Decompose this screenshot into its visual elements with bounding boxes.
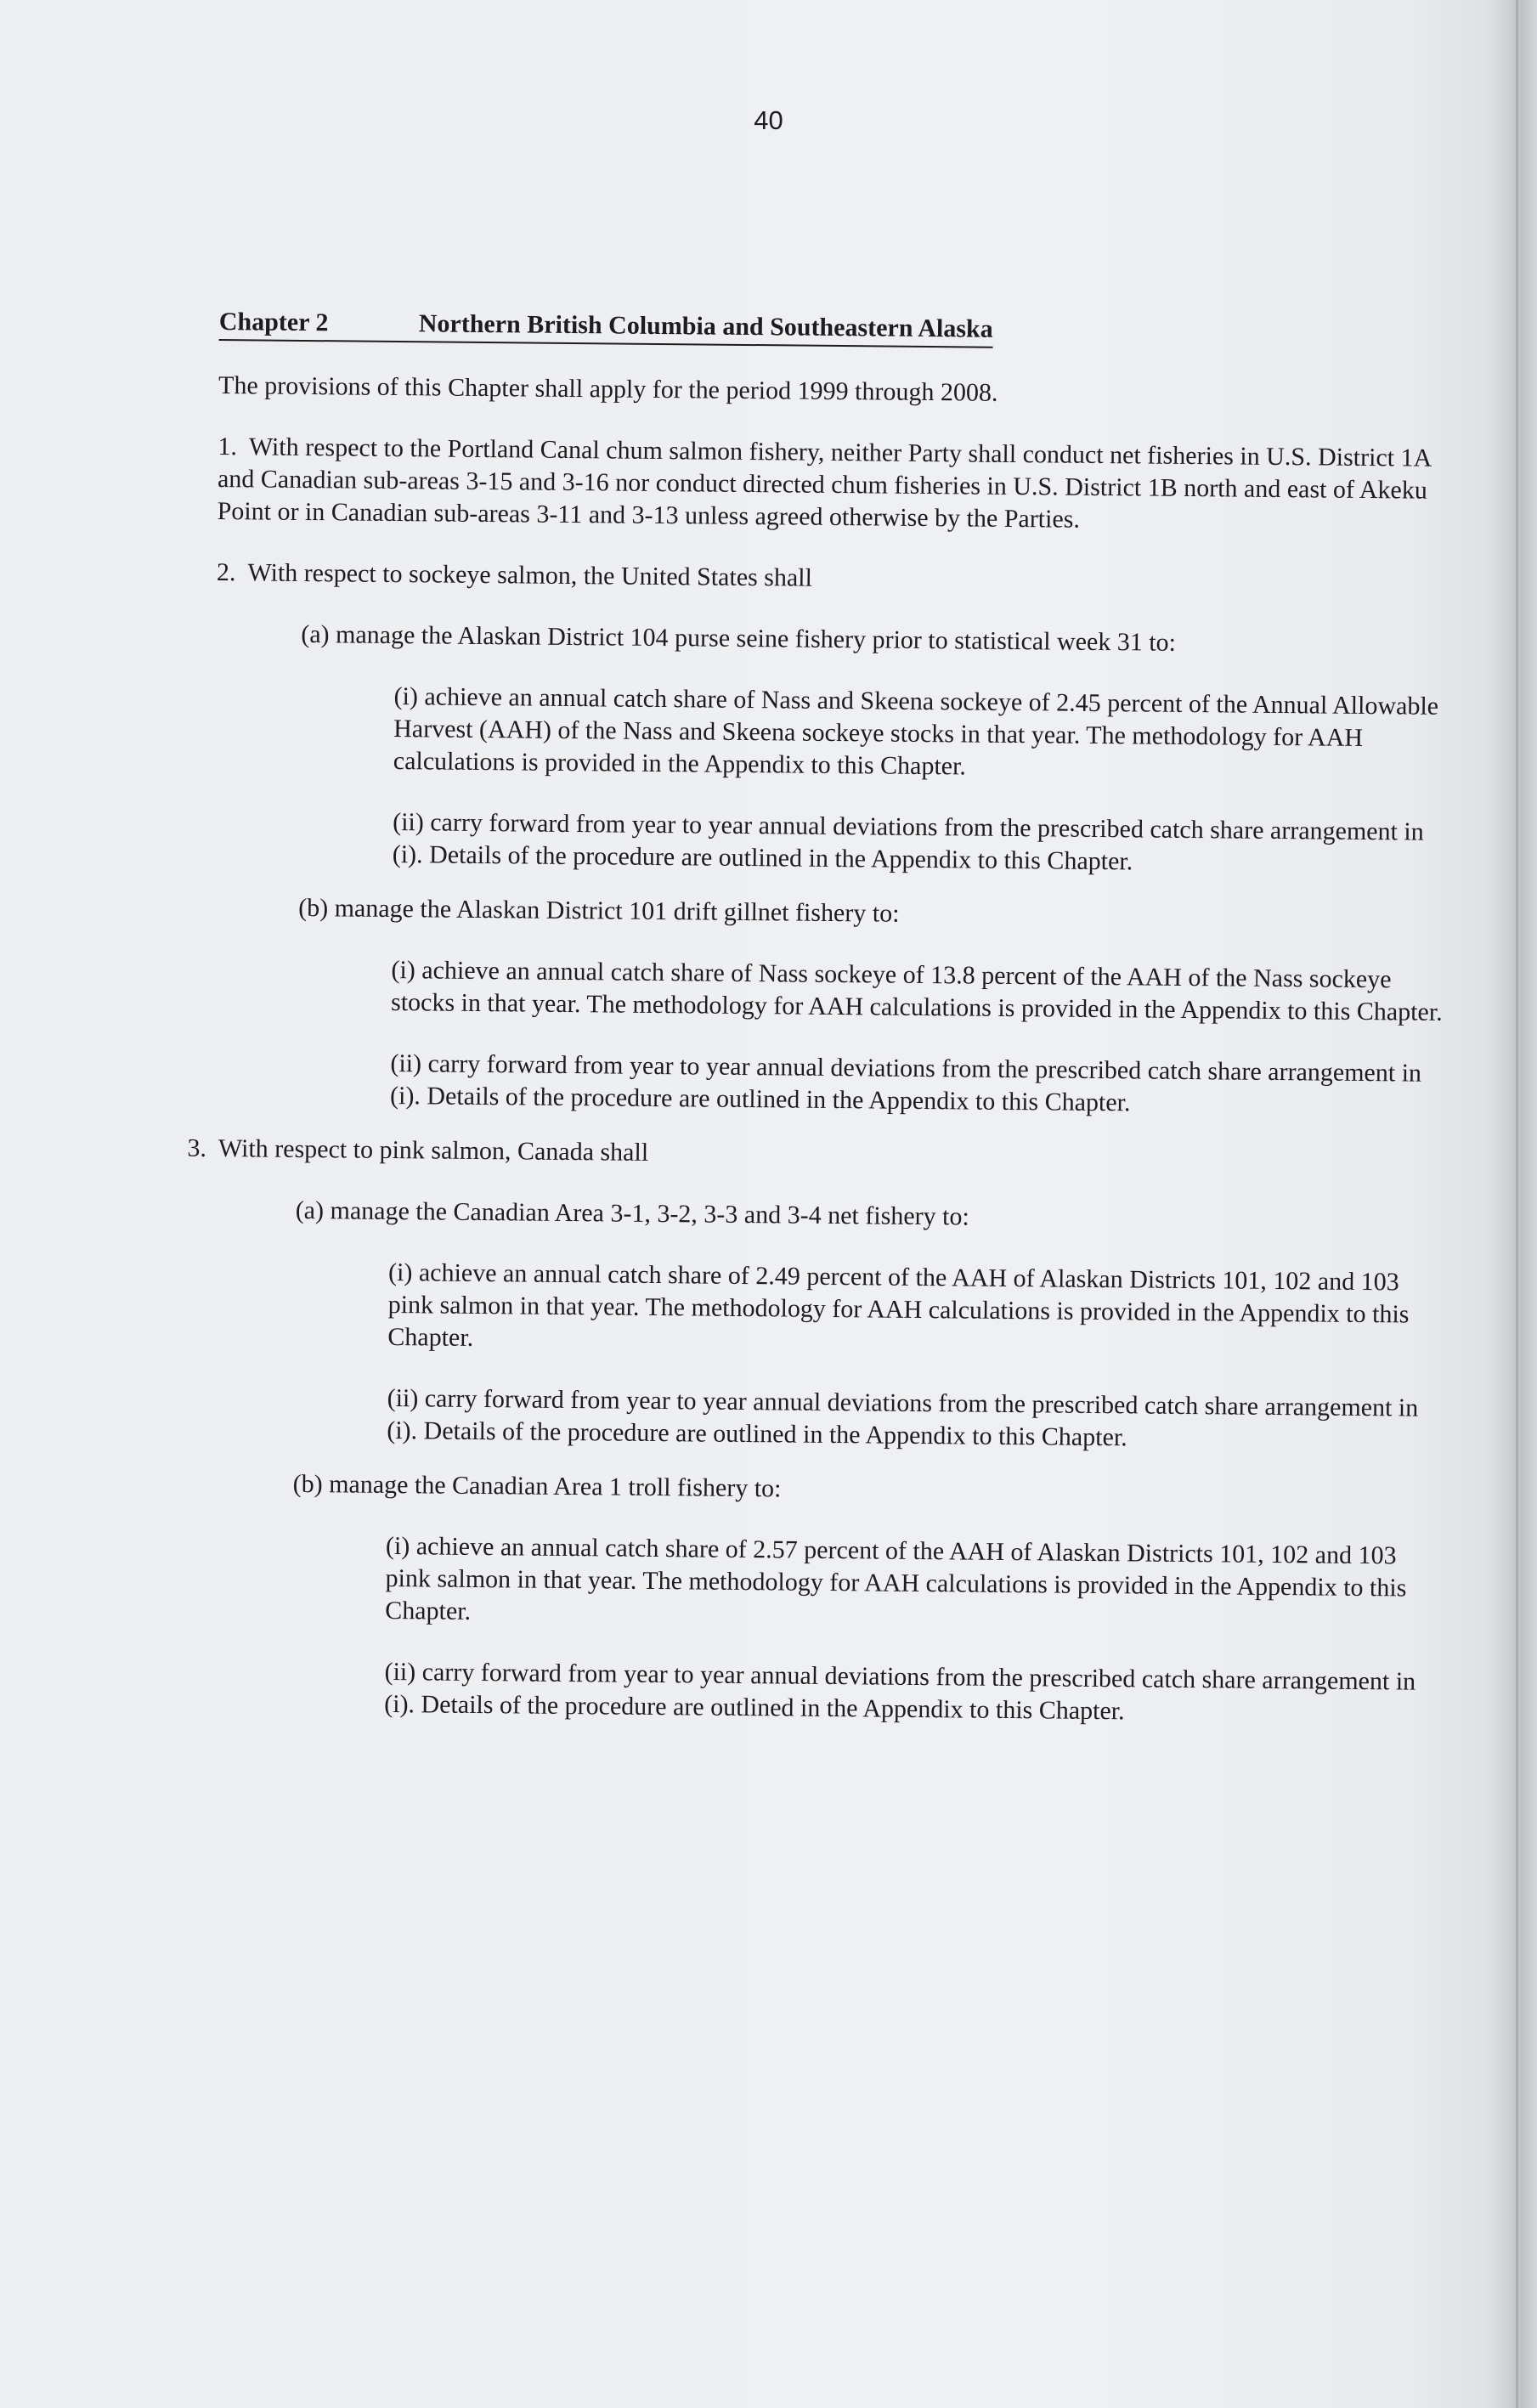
paragraph-3b-i: (i) achieve an annual catch share of 2.57 percent of the AAH of Alaskan Districts 101, 102 and 103 pink salmon in that year. The methodology for AAH calculations is provided in the Appendix to this Chapter. [385, 1531, 1407, 1625]
intro-paragraph: The provisions of this Chapter shall apply for the period 1999 through 2008. [218, 370, 998, 407]
paragraph-3a-i: (i) achieve an annual catch share of 2.49 percent of the AAH of Alaskan Districts 101, 102 and 103 pink salmon in that year. The methodology for AAH calculations is provided in the Appendix to this Chapter. [387, 1258, 1410, 1352]
paragraph-3 [187, 1133, 1451, 1177]
paragraph-3a: (a) manage the Canadian Area 3-1, 3-2, 3-3 and 3-4 net fishery to: [295, 1196, 969, 1231]
paragraph-3-text: With respect to pink salmon, Canada shall [218, 1134, 649, 1167]
chapter-number: Chapter 2 [218, 307, 329, 337]
paragraph-2-text: With respect to sockeye salmon, the United States shall [247, 558, 813, 592]
paragraph-2b: (b) manage the Alaskan District 101 drift gillnet fishery to: [298, 893, 900, 928]
chapter-heading [219, 306, 993, 348]
paragraph-3b-ii: (ii) carry forward from year to year annual deviations from the prescribed catch share arrangement in (i). Details of the procedure are outlined in the Appendix to this Chapter. [384, 1657, 1416, 1726]
paragraph-2-number: 2. [216, 557, 236, 587]
paragraph-3a-ii: (ii) carry forward from year to year annual deviations from the prescribed catch share arrangement in (i). Details of the procedure are outlined in the Appendix to this Chapter. [387, 1383, 1419, 1452]
paragraph-2 [217, 557, 1457, 601]
paragraph-1-text: With respect to the Portland Canal chum salmon fishery, neither Party shall conduct net fisheries in U.S. District 1A and Canadian sub-areas 3-15 and 3-16 nor conduct directed chum fisheries in U.S. District 1B north and east of Akeku Point or in Canadian sub-areas 3-11 and 3-13 unless agreed otherwise by the Parties. [217, 432, 1431, 534]
paragraph-1-number: 1. [218, 432, 238, 461]
paragraph-3b: (b) manage the Canadian Area 1 troll fishery to: [292, 1469, 782, 1503]
page-edge-shadow [1486, 0, 1537, 2408]
paragraph-2a: (a) manage the Alaskan District 104 purse seine fishery prior to statistical week 31 to: [301, 619, 1177, 657]
page-edge-line [1516, 0, 1518, 2408]
document-body [187, 306, 1460, 1760]
paragraph-2a-i: (i) achieve an annual catch share of Nass and Skeena sockeye of 2.45 percent of the Annual Allowable Harvest (AAH) of the Nass and Skeena sockeye stocks in that year. The methodology for AAH calculations is provided in the Appendix to this Chapter. [393, 681, 1439, 781]
paragraph-2b-ii: (ii) carry forward from year to year annual deviations from the prescribed catch share arrangement in (i). Details of the procedure are outlined in the Appendix to this Chapter. [389, 1049, 1422, 1117]
page-number: 40 [754, 105, 783, 135]
paragraph-3-number: 3. [187, 1133, 207, 1162]
paragraph-2a-ii: (ii) carry forward from year to year annual deviations from the prescribed catch share arrangement in (i). Details of the procedure are outlined in the Appendix to this Chapter. [392, 807, 1424, 876]
paragraph-1 [217, 431, 1458, 540]
paragraph-2b-i: (i) achieve an annual catch share of Nass sockeye of 13.8 percent of the AAH of the Nass sockeye stocks in that year. The methodology for AAH calculations is provided in the Appendix to this Chapter. [390, 955, 1443, 1026]
chapter-title: Northern British Columbia and Southeastern Alaska [418, 309, 993, 343]
